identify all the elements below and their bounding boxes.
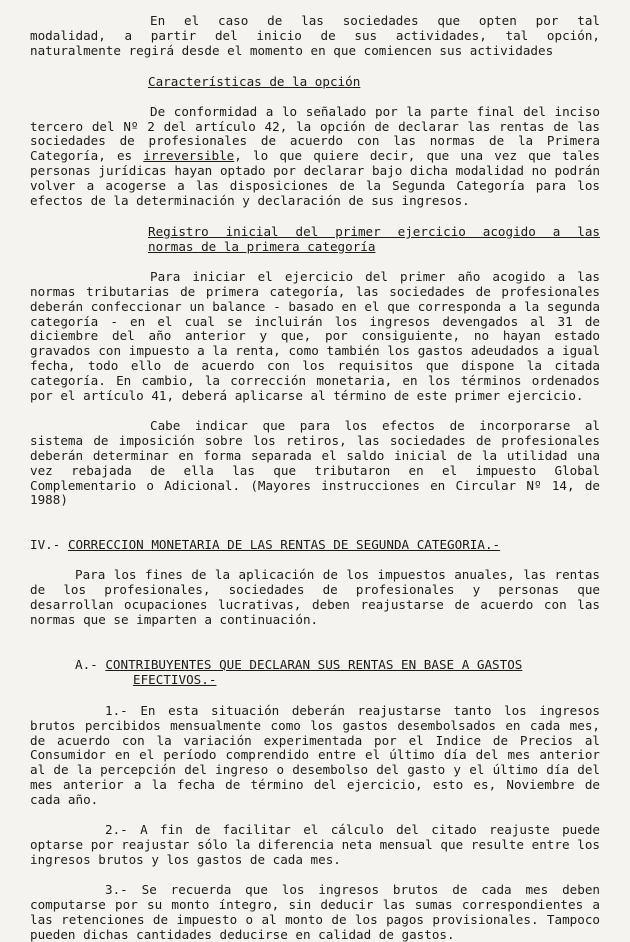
section-number: IV.- — [30, 537, 61, 553]
subsection-label: A.- — [75, 656, 98, 672]
paragraph-opening-line3: naturalmente regirá desde el momento en que comiencen sus actividades — [30, 42, 554, 58]
paragraph-fines-aplicacion: Para los fines de la aplicación de los impuestos anuales, las rentas de los profesionales, sociedades de profesionales y personas que desarrollan ocupaciones lucrativas, deben reajustarse de acuerdo con las normas que se imparten a continuación. — [30, 567, 600, 627]
list-item-1: 1.- En esta situación deberán reajustarse tanto los ingresos brutos percibidos mensualmente como los gastos desembolsados en cada mes, de acuerdo con la variación experimentada por el Indice de Precios al Consumidor en el período comprendido entre el último día del mes anterior al de la percepción del ingreso o desembolso del gasto y el último día del mes anterior a la fecha de término del ejercicio, esto es, Noviembre de cada año. — [30, 702, 600, 808]
heading-caracteristicas: Características de la opción — [148, 73, 361, 89]
paragraph-iniciar-ejercicio: Para iniciar el ejercicio del primer año acogido a las normas tributarias de primera categoría, las sociedades de profesionales deberán confeccionar un balance - basado en el que corresponda a la segunda categoría - en el cual se incluirán los ingresos devengados al 31 de diciembre del año anterior y que, por consiguiente, no hayan estado gravados con impuesto a la renta, como también los gastos adeudados a igual fecha, todo ello de acuerdo con los requisitos que dispone la citada categoría. En cambio, la corrección monetaria, en los términos ordenados por el artículo 41, deberá aplicarse al término de este primer ejercicio. — [30, 268, 600, 404]
section-title: CORRECCION MONETARIA DE LAS RENTAS DE SEGUNDA CATEGORIA.- — [67, 537, 501, 553]
paragraph-conformidad: De conformidad a lo señalado por la parte final del inciso tercero del Nº 2 del artículo 42, la opción de declarar las rentas de las sociedades de profesionales de acuerdo con las normas de la Primera Categoría, es irreversible, lo que quiere decir, que una vez que tales personas jurídicas hayan optado por declarar bajo dicha modalidad no podrán volver a acogerse a las disposiciones de la Segunda Categoría para los efectos de la determinación y declaración de sus ingresos. — [30, 103, 600, 209]
paragraph-opening-line2: modalidad, a partir del inicio de sus actividades, tal opción, — [30, 27, 600, 43]
list-item-3: 3.- Se recuerda que los ingresos brutos de cada mes deben computarse por su monto íntegro, sin deducir las sumas correspondientes a las retenciones de impuesto o al monto de los pagos provisionales. Tampoco pueden dichas cantidades deducirse en calidad de gastos. — [30, 881, 600, 942]
heading-registro-line1: Registro inicial del primer ejercicio acogido a las — [148, 223, 600, 239]
subsection-title-line1: CONTRIBUYENTES QUE DECLARAN SUS RENTAS EN BASE A GASTOS — [105, 656, 523, 672]
emphasis-irreversible: irreversible — [143, 148, 235, 164]
list-item-2: 2.- A fin de facilitar el cálculo del citado reajuste puede optarse por reajustar sólo la diferencia neta mensual que resulte entre los ingresos brutos y los gastos de cada mes. — [30, 822, 600, 867]
paragraph-cabe-indicar: Cabe indicar que para los efectos de incorporarse al sistema de imposición sobre los retiros, las sociedades de profesionales deberán determinar en forma separada el saldo inicial de la utilidad una vez rebajada de ella las que tributaron en el impuesto Global Complementario o Adicional. (Mayores instrucciones en Circular Nº 14, de 1988) — [30, 417, 600, 508]
heading-registro-line2: normas de la primera categoría — [148, 238, 376, 254]
subsection-title-line2: EFECTIVOS.- — [133, 671, 217, 687]
paragraph-opening-line1: En el caso de las sociedades que opten por tal — [150, 13, 600, 28]
subsection-heading-a — [30, 658, 600, 688]
section-heading-iv — [30, 538, 600, 553]
